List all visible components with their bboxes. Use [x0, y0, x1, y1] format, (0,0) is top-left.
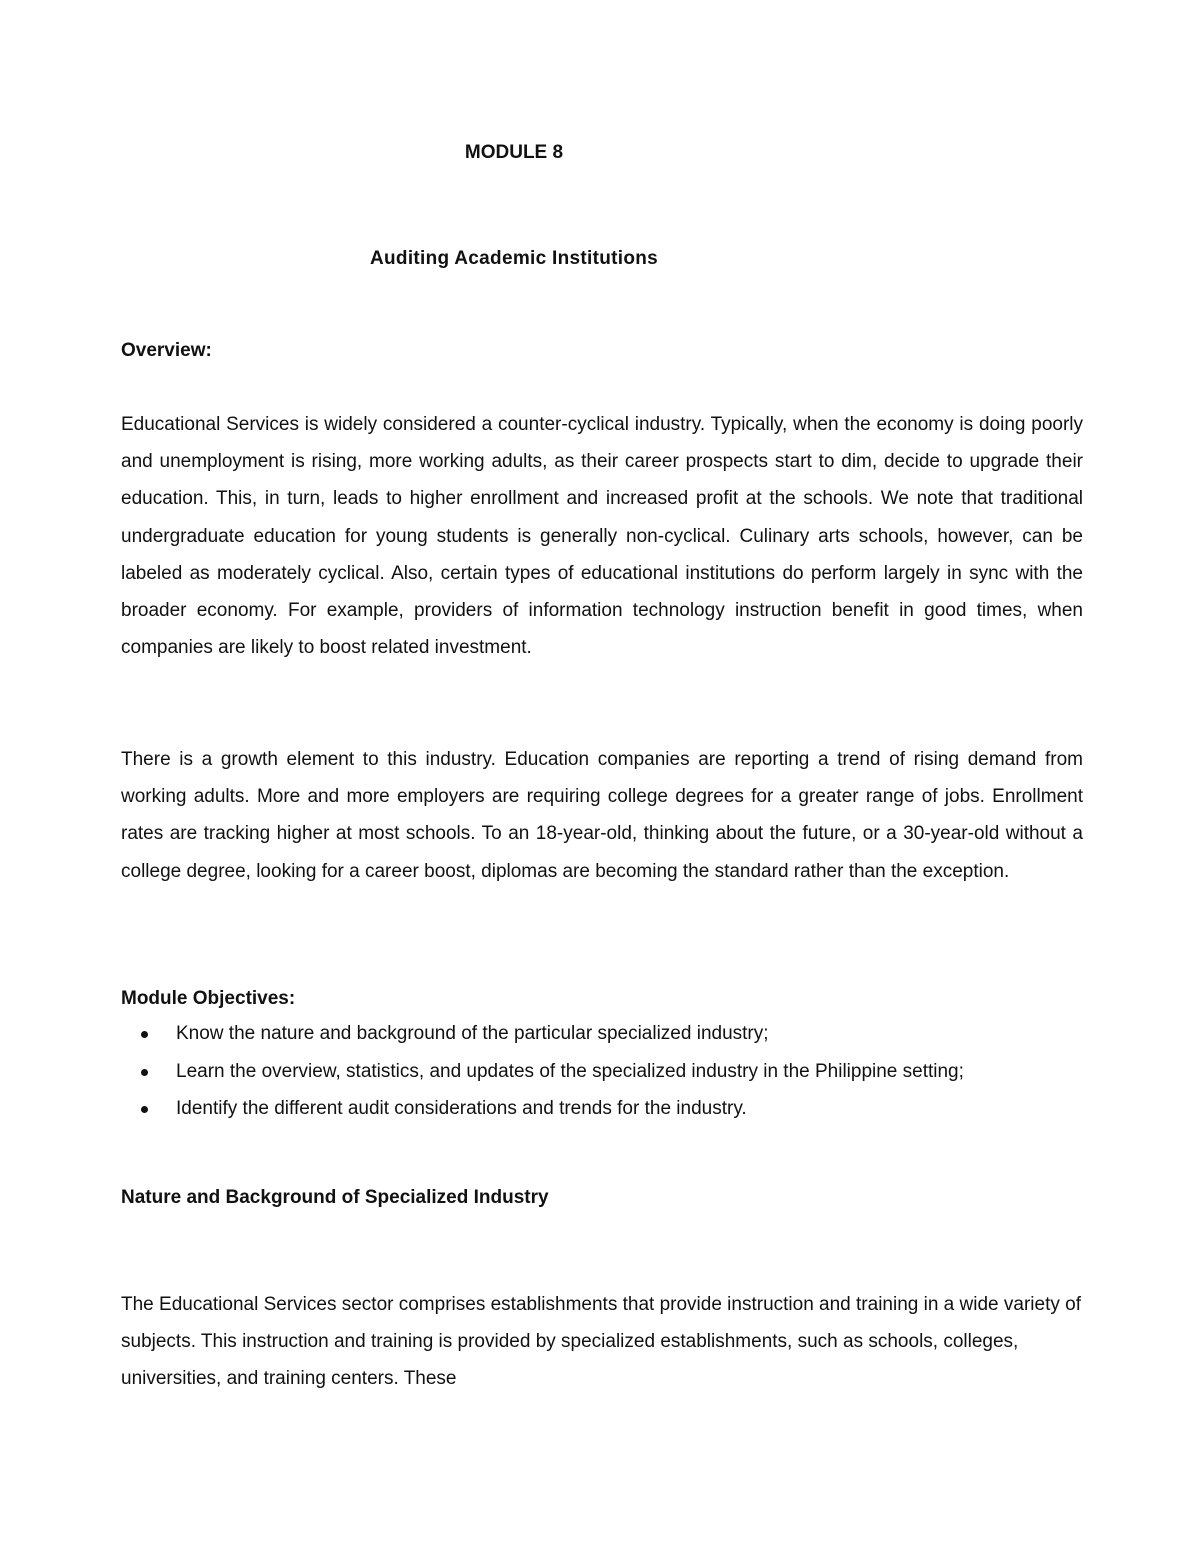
document-title: Auditing Academic Institutions	[369, 248, 659, 269]
objectives-list	[121, 1015, 1083, 1128]
objective-text: Learn the overview, statistics, and updates of the specialized industry in the Philippine setting;	[176, 1060, 964, 1082]
list-item	[121, 1015, 1083, 1053]
list-item	[121, 1090, 1083, 1128]
nature-heading: Nature and Background of Specialized Industry	[121, 1187, 549, 1208]
bullet-icon	[141, 1069, 148, 1076]
overview-paragraph-1: Educational Services is widely considered a counter-cyclical industry. Typically, when the economy is doing poorly and unemployment is rising, more working adults, as their career prospects start to dim, decide to upgrade their education. This, in turn, leads to higher enrollment and increased profit at the schools. We note that traditional undergraduate education for young students is generally non-cyclical. Culinary arts schools, however, can be labeled as moderately cyclical. Also, certain types of educational institutions do perform largely in sync with the broader economy. For example, providers of information technology instruction benefit in good times, when companies are likely to boost related investment.	[121, 414, 1083, 659]
objectives-heading: Module Objectives:	[121, 988, 296, 1009]
bullet-icon	[141, 1031, 148, 1038]
objective-text: Identify the different audit considerations and trends for the industry.	[176, 1098, 747, 1119]
overview-heading: Overview:	[121, 340, 212, 361]
bullet-icon	[141, 1106, 148, 1113]
overview-paragraph-2: There is a growth element to this industry. Education companies are reporting a trend of rising demand from working adults. More and more employers are requiring college degrees for a greater range of jobs. Enrollment rates are tracking higher at most schools. To an 18-year-old, thinking about the future, or a 30-year-old without a college degree, looking for a career boost, diplomas are becoming the standard rather than the exception.	[121, 749, 1083, 882]
list-item	[121, 1053, 1083, 1091]
objective-text: Know the nature and background of the particular specialized industry;	[176, 1023, 769, 1044]
nature-paragraph: The Educational Services sector comprises establishments that provide instruction and training in a wide variety of subjects. This instruction and training is provided by specialized establishments, such as schools, colleges, universities, and training centers. These	[121, 1294, 1081, 1390]
module-label: MODULE 8	[464, 142, 564, 163]
